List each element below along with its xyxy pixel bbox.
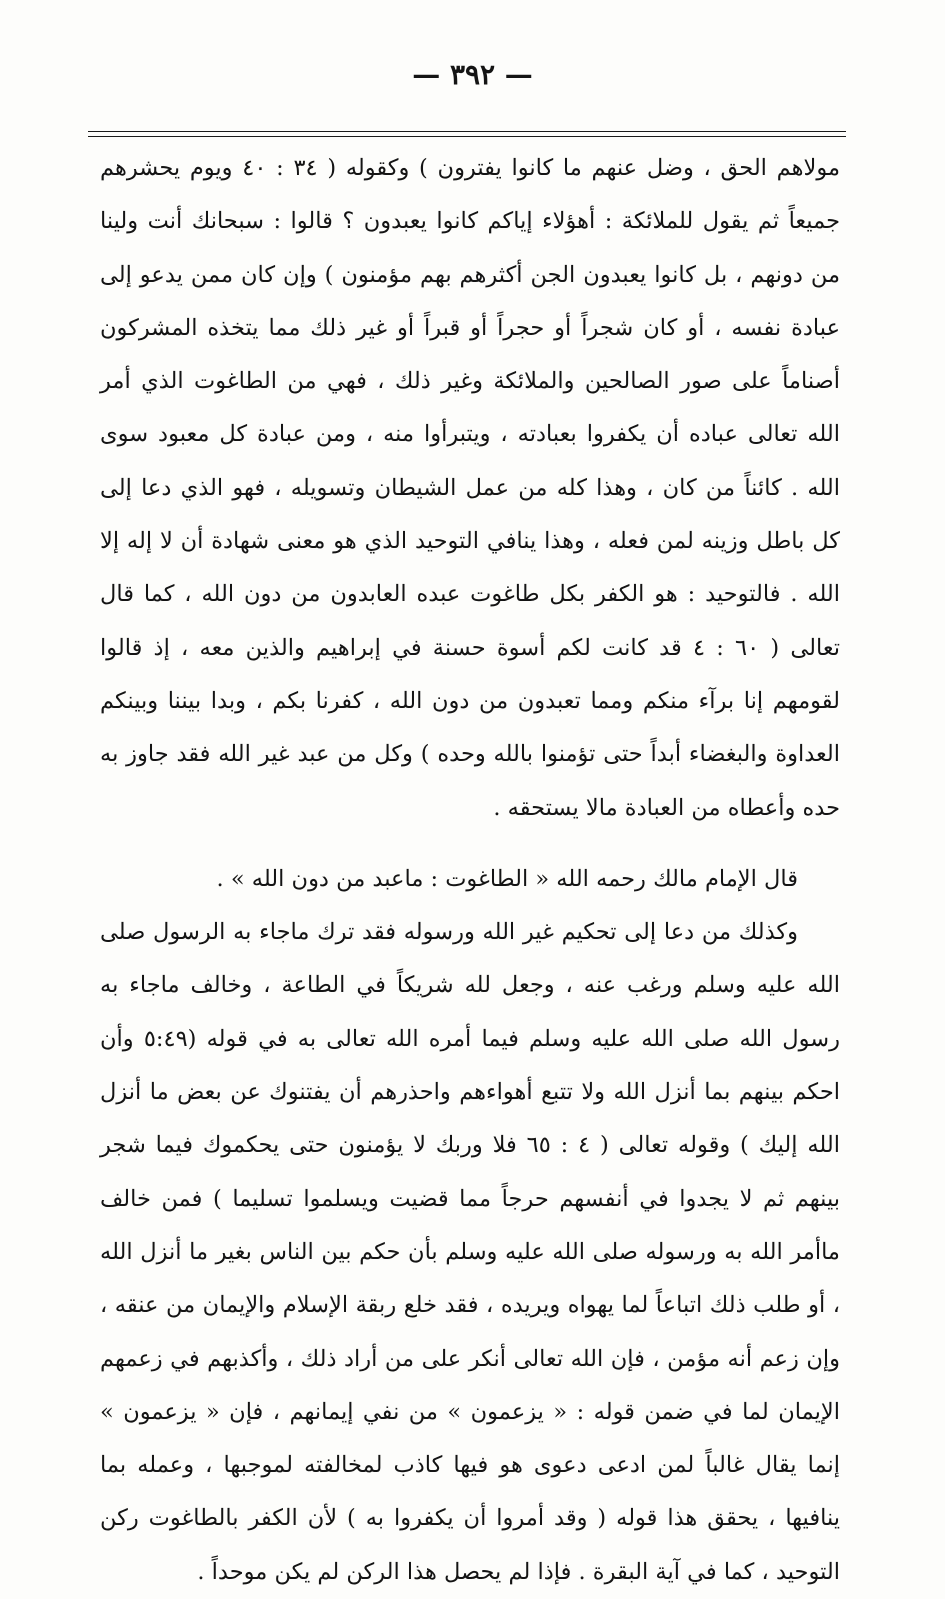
paragraph-tawhid-taghut: مولاهم الحق ، وضل عنهم ما كانوا يفترون ) وكقوله ( ٣٤ : ٤٠ ويوم يحشرهم جميعاً ثم يقول للملائكة : أهؤلاء إياكم كانوا يعبدون ؟ قالوا : سبحانك أنت ولينا من دونهم ، بل كانوا يعبدون الجن أكثرهم بهم مؤمنون ) وإن كان ممن يدعو إلى عبادة نفسه ، أو كان شجراً أو حجراً أو قبراً أو غير ذلك مما يتخذه المشركون أصناماً على صور الصالحين والملائكة وغير ذلك ، فهي من الطاغوت الذي أمر الله تعالى عباده أن يكفروا بعبادته ، ويتبرأوا منه ، ومن عبادة كل معبود سوى الله . كائناً من كان ، وهذا كله من عمل الشيطان وتسويله ، فهو الذي دعا إلى كل باطل وزينه لمن فعله ، وهذا ينافي التوحيد الذي هو معنى شهادة أن لا إله إلا الله . فالتوحيد : هو الكفر بكل طاغوت عبده العابدون من دون الله ، كما قال تعالى ( ٦٠ : ٤ قد كانت لكم أسوة حسنة في إبراهيم والذين معه ، إذ قالوا لقومهم إنا برآء منكم ومما تعبدون من دون الله ، كفرنا بكم ، وبدا بيننا وبينكم العداوة والبغضاء أبداً حتى تؤمنوا بالله وحده ) وكل من عبد غير الله فقد جاوز به حده وأعطاه من العبادة مالا يستحقه . bbox=[100, 155, 840, 821]
paragraph-imam-malik-quote: قال الإمام مالك رحمه الله « الطاغوت : ماعبد من دون الله » . bbox=[216, 865, 798, 892]
header-rule-top bbox=[88, 131, 846, 132]
header-rule-bottom bbox=[88, 136, 846, 137]
page-number: — ٣٩٢ — bbox=[412, 58, 533, 91]
body-text bbox=[100, 142, 840, 1599]
paragraph-tahkim: وكذلك من دعا إلى تحكيم غير الله ورسوله فقد ترك ماجاء به الرسول صلى الله عليه وسلم ورغب عنه ، وجعل لله شريكاً في الطاعة ، وخالف ماجاء به رسول الله صلى الله عليه وسلم فيما أمره الله تعالى به في قوله (٥:٤٩ وأن احكم بينهم بما أنزل الله ولا تتبع أهواءهم واحذرهم أن يفتنوك عن بعض ما أنزل الله إليك ) وقوله تعالى ( ٤ : ٦٥ فلا وربك لا يؤمنون حتى يحكموك فيما شجر بينهم ثم لا يجدوا في أنفسهم حرجاً مما قضيت ويسلموا تسليما ) فمن خالف ماأمر الله به ورسوله صلى الله عليه وسلم بأن حكم بين الناس بغير ما أنزل الله ، أو طلب ذلك اتباعاً لما يهواه ويريده ، فقد خلع ربقة الإسلام والإيمان من عنقه ، وإن زعم أنه مؤمن ، فإن الله تعالى أنكر على من أراد ذلك ، وأكذبهم في زعمهم الإيمان لما في ضمن قوله : « يزعمون » من نفي إيمانهم ، فإن « يزعمون » إنما يقال غالباً لمن ادعى دعوى هو فيها كاذب لمخالفته لموجبها ، وعمله بما ينافيها ، يحقق هذا قوله ( وقد أمروا أن يكفروا به ) لأن الكفر بالطاغوت ركن التوحيد ، كما في آية البقرة . فإذا لم يحصل هذا الركن لم يكن موحداً . bbox=[100, 919, 840, 1585]
